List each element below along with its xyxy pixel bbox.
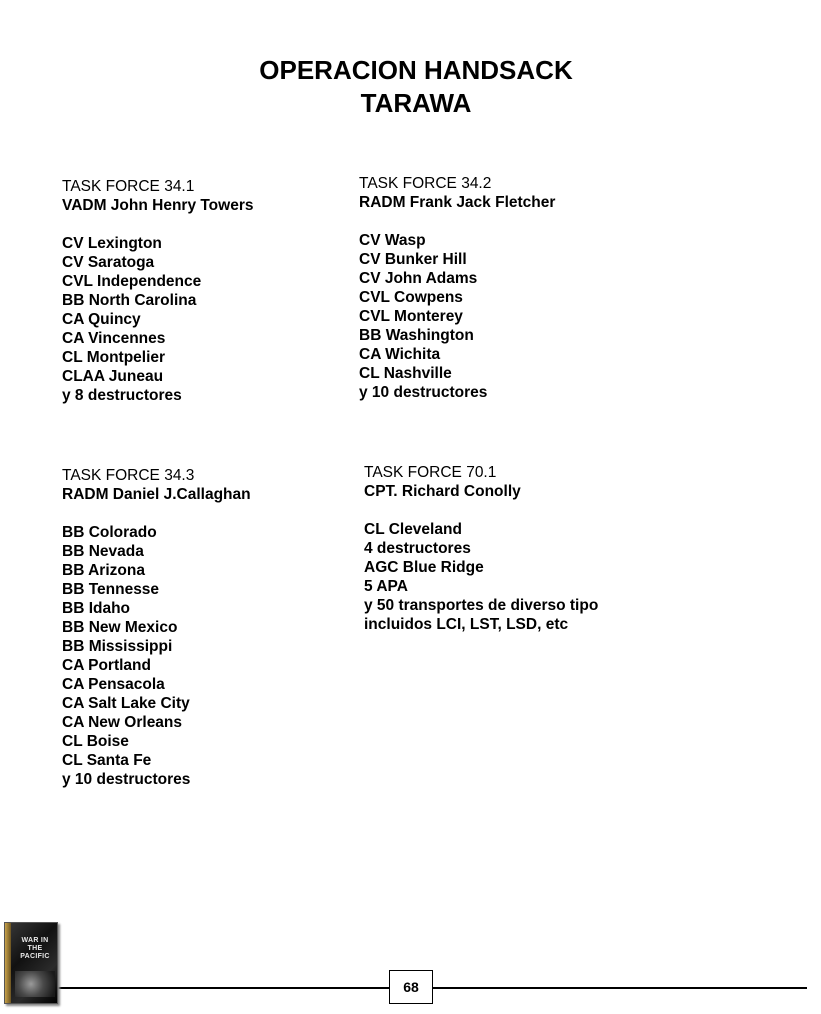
ship-entry: BB Nevada [62, 543, 144, 560]
ship-entry: CVL Monterey [359, 308, 463, 325]
ship-entry: BB New Mexico [62, 619, 178, 636]
title-line-1: OPERACION HANDSACK [259, 55, 573, 85]
ship-entry: CV Saratoga [62, 254, 155, 271]
ship-entry: BB North Carolina [62, 292, 197, 309]
ship-entry: incluidos LCI, LST, LSD, etc [364, 616, 569, 633]
ship-entry: CA Vincennes [62, 330, 166, 347]
ship-entry: CL Santa Fe [62, 752, 152, 769]
ship-entry: CL Nashville [359, 365, 452, 382]
ship-entry: CL Cleveland [364, 521, 462, 538]
ship-entry: y 8 destructores [62, 387, 182, 404]
page-number [389, 970, 433, 1004]
title-line-2: TARAWA [360, 88, 472, 118]
ship-entry: CLAA Juneau [62, 368, 164, 385]
ship-entry: BB Colorado [62, 524, 157, 541]
ship-entry: CVL Independence [62, 273, 202, 290]
ship-list [62, 523, 251, 789]
task-force-34-3 [62, 466, 251, 789]
ship-entry: CL Montpelier [62, 349, 166, 366]
ship-entry: BB Arizona [62, 562, 145, 579]
ship-entry: CVL Cowpens [359, 289, 463, 306]
ship-entry: 4 destructores [364, 540, 471, 557]
ship-entry: BB Mississippi [62, 638, 173, 655]
cover-art [15, 971, 55, 997]
ship-entry: CA Portland [62, 657, 151, 674]
task-force-70-1 [364, 463, 598, 634]
ship-entry: y 50 transportes de diverso tipo [364, 597, 599, 614]
ship-entry: y 10 destructores [359, 384, 488, 401]
task-force-34-1 [62, 177, 253, 405]
game-box-cover-image [4, 922, 58, 1004]
task-force-commander: CPT. Richard Conolly [364, 483, 521, 500]
cover-spine [5, 923, 11, 1003]
task-force-34-2 [359, 174, 555, 402]
ship-entry: BB Idaho [62, 600, 131, 617]
page-number-text: 68 [403, 979, 419, 995]
ship-entry: BB Tennesse [62, 581, 160, 598]
task-force-commander: RADM Daniel J.Callaghan [62, 486, 251, 503]
ship-entry: CV Lexington [62, 235, 162, 252]
page-title [0, 54, 821, 120]
ship-entry: CL Boise [62, 733, 129, 750]
ship-entry: CA Wichita [359, 346, 441, 363]
ship-entry: CV Bunker Hill [359, 251, 467, 268]
ship-entry: CA Quincy [62, 311, 141, 328]
task-force-name: TASK FORCE 34.3 [62, 467, 195, 484]
task-force-commander: VADM John Henry Towers [62, 197, 254, 214]
ship-entry: BB Washington [359, 327, 474, 344]
ship-entry: CA Pensacola [62, 676, 165, 693]
ship-entry: CV John Adams [359, 270, 478, 287]
ship-entry: CA Salt Lake City [62, 695, 190, 712]
ship-entry: CV Wasp [359, 232, 426, 249]
cover-logo: WAR IN THE PACIFIC [20, 937, 50, 960]
ship-entry: AGC Blue Ridge [364, 559, 484, 576]
ship-entry: y 10 destructores [62, 771, 191, 788]
task-force-commander: RADM Frank Jack Fletcher [359, 194, 556, 211]
ship-entry: CA New Orleans [62, 714, 183, 731]
task-force-name: TASK FORCE 34.1 [62, 178, 195, 195]
task-force-name: TASK FORCE 34.2 [359, 175, 492, 192]
ship-entry: 5 APA [364, 578, 408, 595]
task-force-name: TASK FORCE 70.1 [364, 464, 497, 481]
ship-list [364, 520, 598, 634]
ship-list [359, 231, 555, 402]
ship-list [62, 234, 253, 405]
